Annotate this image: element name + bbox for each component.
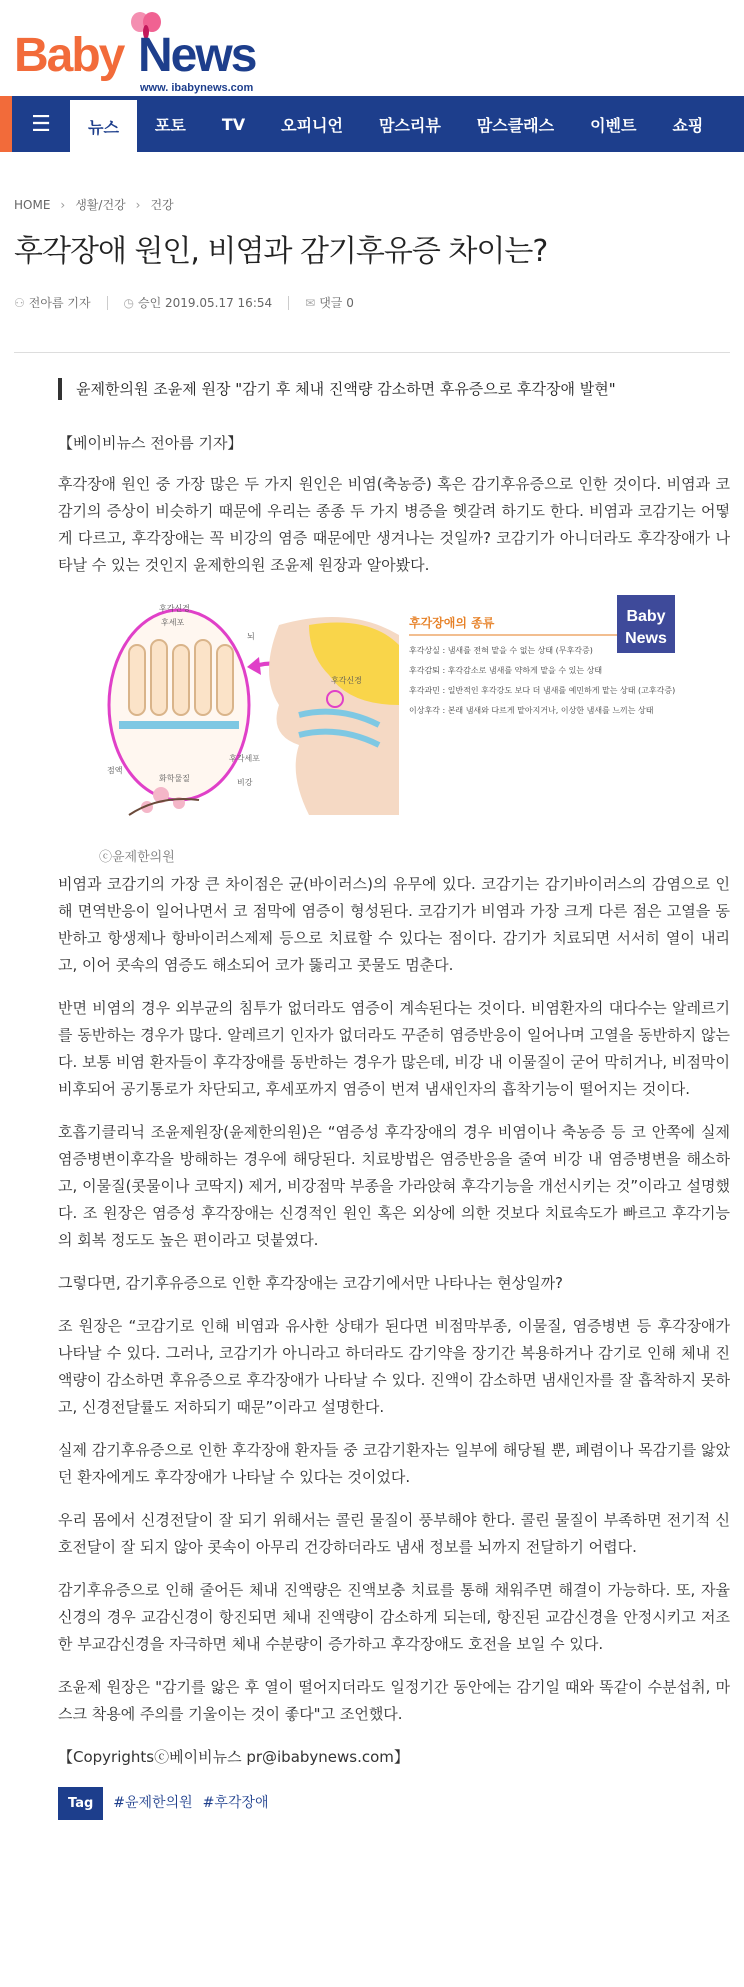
article-figure xyxy=(99,595,689,865)
clock-icon: ◷ xyxy=(123,296,135,310)
diagram-label: 비강 xyxy=(237,778,253,787)
nav-item-photo[interactable]: 포토 xyxy=(154,115,186,135)
diagram-label: 뇌 xyxy=(247,632,255,641)
approved-info xyxy=(124,294,273,311)
article-byline: 【베이비뉴스 전아름 기자】 xyxy=(58,434,243,452)
tag-link[interactable]: #후각장애 xyxy=(202,1795,269,1811)
copyright-notice: 【Copyrightsⓒ베이비뉴스 pr@ibabynews.com】 xyxy=(58,1748,409,1766)
author-info xyxy=(14,294,91,311)
nav-item-news[interactable]: 뉴스 xyxy=(70,96,137,152)
nav-item-event[interactable]: 이벤트 xyxy=(590,115,637,135)
comment-icon: ✉ xyxy=(305,296,316,310)
diagram-label: 후각신경 xyxy=(331,676,362,685)
figure-caption: ⓒ윤제한의원 xyxy=(99,850,175,865)
article-paragraph: 우리 몸에서 신경전달이 잘 되기 위해서는 콜린 물질이 풍부해야 한다. 콜린 물질이 부족하면 전기적 신호전달이 잘 되지 않아 콧속이 아무리 건강하더라도 냄새 정보를 뇌까지 전달하기 어렵다. xyxy=(58,1511,730,1556)
article-paragraph: 실제 감기후유증으로 인한 후각장애 환자들 중 코감기환자는 일부에 해당될 뿐, 폐렴이나 목감기를 앓았던 환자에게도 후각장애가 나타날 수 있다는 것이었다. xyxy=(58,1441,730,1486)
logo-site: www. ibabynews.com xyxy=(140,82,254,94)
diagram-label: 후각세포 xyxy=(229,754,260,763)
logo-baby: Baby xyxy=(14,29,124,82)
tag-list xyxy=(58,1787,730,1820)
site-header xyxy=(0,0,744,96)
logo-news: News xyxy=(138,29,256,82)
nav-item-opinion[interactable]: 오피니언 xyxy=(281,115,343,135)
article-paragraph: 후각장애 원인 중 가장 많은 두 가지 원인은 비염(축농증) 혹은 감기후유증으로 인한 것이다. 비염과 코감기의 증상이 비슷하기 때문에 우리는 종종 두 가지 병증을 헷갈려 하기도 한다. 비염과 코감기는 어떻게 다르고, 후각장애는 꼭 비강의 염증 때문에만 생겨나는 것일까? 코감기가 아니더라도 후각장애가 나타날 수 있는 것인지 윤제한의원 조윤제 원장과 알아봤다. xyxy=(58,475,730,574)
nav-item-moms-review[interactable]: 맘스리뷰 xyxy=(378,115,441,135)
figure-heading: 후각장애의 종류 xyxy=(409,616,495,630)
babynews-logo[interactable] xyxy=(14,10,264,94)
article-paragraph: 그렇다면, 감기후유증으로 인한 후각장애는 코감기에서만 나타나는 현상일까? xyxy=(58,1274,564,1292)
diagram-label: 화학물질 xyxy=(159,774,190,783)
approved-date: 승인 2019.05.17 16:54 xyxy=(138,296,273,310)
nav-item-shopping[interactable]: 쇼핑 xyxy=(672,115,704,135)
figure-item: 후각과민 : 일반적인 후각강도 보다 더 냄새를 예민하게 맡는 상태 (고후각증) xyxy=(409,686,676,695)
comment-count[interactable]: 댓글 0 xyxy=(319,296,354,310)
tag-label: Tag xyxy=(58,1787,103,1820)
figure-item: 이상후각 : 본래 냄새와 다르게 맡아지거나, 이상한 냄새를 느끼는 상태 xyxy=(409,706,654,715)
chevron-right-icon: › xyxy=(135,197,141,212)
article-subhead: 윤제한의원 조윤제 원장 "감기 후 체내 진액량 감소하면 후유증으로 후각장애 발현" xyxy=(58,378,616,400)
diagram-label: 후각신경 xyxy=(159,604,190,613)
figure-item: 후각상실 : 냄새를 전혀 맡을 수 없는 상태 (무후각증) xyxy=(409,646,593,655)
nav-accent-bar xyxy=(0,96,12,152)
article-paragraph: 감기후유증으로 인해 줄어든 체내 진액량은 진액보충 치료를 통해 채워주면 해결이 가능하다. 또, 자율신경의 경우 교감신경이 항진되면 체내 진액량이 감소하게 되는데, 항진된 교감신경을 안정시키고 저조한 부교감신경을 자극하면 체내 수분량이 증가하고 후각장애도 호전을 보일 수 있다. xyxy=(58,1581,730,1653)
article-paragraph: 조 원장은 “코감기로 인해 비염과 유사한 상태가 된다면 비점막부종, 이물질, 염증병변 등 후각장애가 나타날 수 있다. 그러나, 코감기가 아니라고 하더라도 감기약을 장기간 복용하거나 감기로 인해 체내 진액량이 감소하면 후유증으로 후각장애가 나타날 수 있다. 진액이 감소하면 냄새인자를 잘 흡착하지 못하고, 신경전달률도 저하되기 때문”이라고 설명한다. xyxy=(58,1317,730,1416)
main-nav xyxy=(0,96,744,152)
article-paragraph: 비염과 코감기의 가장 큰 차이점은 균(바이러스)의 유무에 있다. 코감기는 감기바이러스의 감염으로 인해 면역반응이 일어나면서 코 점막에 염증이 형성된다. 코감기가 비염과 가장 크게 다른 점은 고열을 동반하고 항생제나 항바이러스제제 등으로 치료할 수 있다는 점이다. 감기가 치료되면 서서히 열이 내리고, 이어 콧속의 염증도 해소되어 코가 뚫리고 콧물도 멈춘다. xyxy=(58,875,730,974)
olfactory-diagram xyxy=(99,595,689,825)
figure-item: 후각감퇴 : 후각감소로 냄새를 약하게 맡을 수 있는 상태 xyxy=(409,666,603,675)
nav-item-moms-class[interactable]: 맘스클래스 xyxy=(476,115,555,135)
article-paragraph: 조윤제 원장은 "감기를 앓은 후 열이 떨어지더라도 일정기간 동안에는 감기일 때와 똑같이 수분섭취, 마스크 착용에 주의를 기울이는 것이 좋다"고 조언했다. xyxy=(58,1678,730,1723)
breadcrumb-home[interactable]: HOME xyxy=(14,197,51,212)
breadcrumb-subcategory[interactable]: 건강 xyxy=(150,198,174,212)
article-body xyxy=(58,430,730,1820)
meta-divider xyxy=(288,296,289,310)
watermark-news: News xyxy=(625,630,667,647)
comments-info xyxy=(305,294,354,311)
meta-divider xyxy=(107,296,108,310)
hamburger-menu-icon[interactable]: ☰ xyxy=(31,111,51,137)
article-paragraph: 반면 비염의 경우 외부균의 침투가 없더라도 염증이 계속된다는 것이다. 비염환자의 대다수는 알레르기를 동반하는 경우가 많다. 알레르기 인자가 없더라도 꾸준히 염증반응이 일어나며 고열을 동반하지 않는다. 보통 비염 환자들이 후각장애를 동반하는 경우가 많은데, 비강 내 이물질이 굳어 막히거나, 비점막이 비후되어 공기통로가 차단되고, 후세포까지 염증이 번져 냄새인자의 흡착기능이 떨어지는 것이다. xyxy=(58,999,730,1098)
nav-item-tv[interactable]: TV xyxy=(221,114,246,134)
diagram-label: 후세포 xyxy=(161,618,185,627)
author-name[interactable]: 전아름 기자 xyxy=(28,296,91,310)
chevron-right-icon: › xyxy=(60,197,66,212)
breadcrumb-category[interactable]: 생활/건강 xyxy=(75,198,126,212)
breadcrumb xyxy=(14,196,174,213)
watermark-baby: Baby xyxy=(626,608,666,625)
title-divider xyxy=(14,352,730,353)
person-icon: ⚇ xyxy=(14,296,25,310)
diagram-label: 점액 xyxy=(107,766,123,775)
article-meta xyxy=(14,294,354,311)
article-title: 후각장애 원인, 비염과 감기후유증 차이는? xyxy=(14,234,548,269)
article-paragraph: 호흡기클리닉 조윤제원장(윤제한의원)은 “염증성 후각장애의 경우 비염이나 축농증 등 코 안쪽에 실제 염증병변이후각을 방해하는 경우에 해당된다. 치료방법은 염증반응을 줄여 비강 내 염증병변을 해소하고, 이물질(콧물이나 코딱지) 제거, 비강점막 부종을 가라앉혀 후각기능을 개선시키는 것”이라고 설명했다. 조 원장은 염증성 후각장애는 신경적인 원인 혹은 외상에 의한 것보다 치료속도가 빠르고 후각기능의 회복 정도도 높은 편이라고 덧붙였다. xyxy=(58,1123,730,1249)
tag-link[interactable]: #윤제한의원 xyxy=(113,1795,193,1811)
